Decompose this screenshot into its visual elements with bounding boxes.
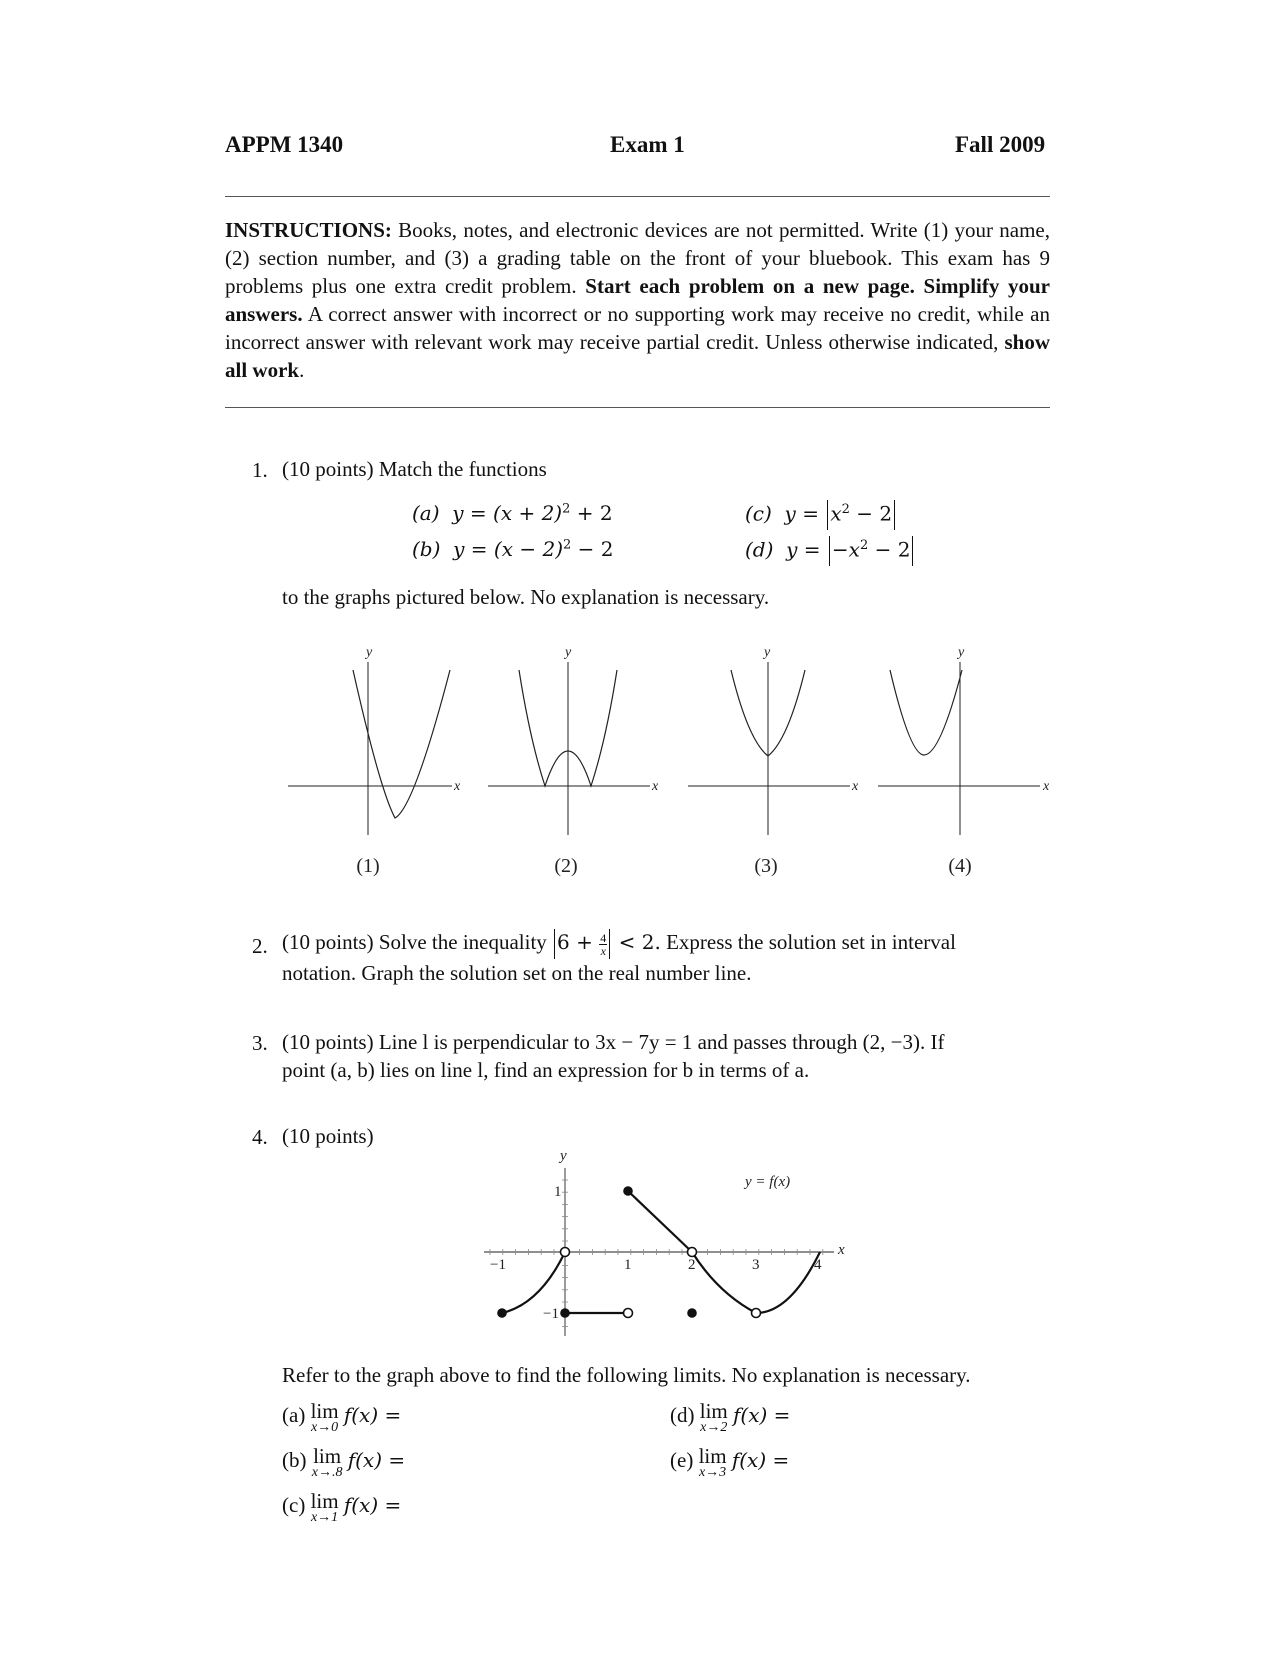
lim-word: lim [310,1489,339,1513]
lim-word: lim [310,1399,339,1423]
problem-1-intro: (10 points) Match the functions [282,457,547,481]
limit-d-label: (d) [670,1403,695,1427]
problem-2-text: (10 points) Solve the inequality [282,930,553,954]
instructions-bold-1: Start each problem on a new page. [585,274,915,298]
problem-4-points: (10 points) [282,1124,374,1148]
p4-function-label: y = f(x) [745,1174,791,1190]
function-b-tail: − 2 [571,537,614,561]
p4-tick-x-2: 2 [688,1257,696,1273]
p4-filled-dot [498,1309,506,1317]
problem-3-line-2: point (a, b) lies on line l, find an expression for b in terms of a. [282,1058,810,1082]
problem-4-graph [0,1140,1280,1340]
instructions-end: . [299,358,305,382]
function-b-label: (b) [412,537,441,561]
graph-1-y-label: y [366,645,373,660]
problem-1-outro: to the graphs pictured below. No explanation is necessary. [282,585,770,609]
graph-4-x-label: x [1043,779,1050,794]
p4-open-dot [688,1248,697,1257]
lim-subscript: x→3 [698,1465,727,1480]
abs-bar-right [894,500,895,530]
problem-3-line-1: (10 points) Line l is perpendicular to 3x − 7y = 1 and passes through (2, −3). If [282,1030,945,1054]
function-c-label: (c) [745,501,772,526]
graph-3-y-label: y [764,645,771,660]
limit-c-operator [311,1491,339,1525]
limit-a-operator [311,1401,339,1435]
header-divider [225,196,1050,197]
function-d [745,536,915,566]
function-c-exp: 2 [841,501,850,517]
problem-4-refer: Refer to the graph above to find the following limits. No explanation is necessary. [282,1363,971,1387]
function-a-expr: y = (x + 2) [452,501,563,525]
problem-2-line-1 [282,928,1052,959]
inequality-rhs: < 2. [612,930,661,954]
instructions-divider [225,407,1050,408]
p4-y-label: y [560,1148,567,1164]
fraction-numerator: 4 [600,930,607,945]
term-title: Fall 2009 [955,132,1046,157]
function-d-label: (d) [745,537,774,562]
lim-subscript: x→1 [310,1510,339,1525]
limit-b-label: (b) [282,1448,307,1472]
p4-segment-diagonal [628,1191,692,1252]
abs-bar-right [609,929,610,959]
lim-subscript: x→.8 [311,1465,343,1480]
abs-bar-left [554,929,555,959]
problem-2-line-2: notation. Graph the solution set on the real number line. [282,961,752,985]
course-title: APPM 1340 [225,132,344,157]
problem-2-number: 2. [252,934,268,958]
function-d-lhs: y = [786,537,821,562]
p4-open-dot [752,1309,761,1318]
function-c [745,500,897,530]
instructions-bold-3: show all work [225,330,1050,382]
problem-1-graphs [0,640,1280,890]
limit-a-expr: f(x) = [343,1403,402,1427]
problem-2-text-tail: Express the solution set in interval [660,930,956,954]
function-a-exp: 2 [562,501,571,517]
function-d-inner: −x [831,537,860,562]
graph-2-y-label: y [565,645,572,660]
limit-d [670,1401,790,1435]
limit-b-expr: f(x) = [347,1448,406,1472]
lim-word: lim [698,1444,727,1468]
p4-filled-dot [624,1187,632,1195]
limit-a-label: (a) [282,1403,306,1427]
graph-3-caption: (3) [754,855,778,877]
instructions-bold-2: Simplify your answers. [225,274,1051,326]
p4-tick-x-1: 1 [624,1257,632,1273]
graph-3-x-label: x [852,779,859,794]
function-c-inner: x [830,501,842,526]
limit-e-operator [699,1446,727,1480]
p4-tick-y-1: 1 [554,1184,562,1200]
limit-c-label: (c) [282,1493,306,1517]
p4-tick-x-neg1: −1 [490,1257,506,1273]
graph-1-x-label: x [454,779,461,794]
limit-d-operator [700,1401,728,1435]
lim-subscript: x→2 [700,1420,728,1435]
graph-4-y-label: y [958,645,965,660]
instructions-block [225,216,1050,384]
limit-b-operator [312,1446,343,1480]
function-c-tail: − 2 [849,501,893,526]
limit-d-expr: f(x) = [733,1403,791,1427]
p4-x-label: x [838,1242,845,1258]
p4-filled-dot [688,1309,696,1317]
function-a-tail: + 2 [570,501,613,525]
fraction-denominator: x [600,943,606,958]
inequality-lhs: 6 + [557,930,600,954]
function-d-exp: 2 [859,537,869,553]
limit-c-expr: f(x) = [343,1493,402,1517]
exam-title: Exam 1 [610,132,685,157]
problem-1-number: 1. [252,458,268,482]
lim-subscript: x→0 [310,1420,339,1435]
graph-2-caption: (2) [554,855,578,877]
abs-bar-left [827,500,828,530]
limit-a [282,1401,401,1435]
p4-filled-dot [561,1309,569,1317]
function-b-expr: y = (x − 2) [453,537,563,561]
function-d-tail: − 2 [868,537,911,562]
graph-4-curve [890,670,962,755]
function-b-exp: 2 [563,537,572,553]
limit-c [282,1491,401,1525]
p4-tick-x-4: 4 [814,1257,822,1273]
graph-1-caption: (1) [356,855,380,877]
instructions-label: INSTRUCTIONS: [225,218,392,242]
p4-open-dot [624,1309,633,1318]
lim-word: lim [313,1444,342,1468]
p4-open-dot [561,1248,570,1257]
function-b [412,537,613,561]
limit-e-label: (e) [670,1448,694,1472]
function-c-lhs: y = [784,501,819,526]
abs-bar-left [829,536,830,566]
function-a-label: (a) [412,501,440,525]
limit-e-expr: f(x) = [731,1448,790,1472]
fraction-4-over-x [599,932,607,957]
problem-3-number: 3. [252,1031,268,1055]
abs-bar-right [912,536,913,566]
graph-4-caption: (4) [948,855,972,877]
p4-tick-x-3: 3 [752,1257,760,1273]
function-a [412,501,613,525]
limit-e [670,1446,789,1480]
p4-curve-left [502,1252,565,1313]
p4-tick-y-neg1: −1 [543,1306,559,1322]
problem-4-number: 4. [252,1125,268,1149]
graph-2-x-label: x [652,779,659,794]
instructions-text-2: A correct answer with incorrect or no supporting work may receive no credit, while an incorrect answer with relevant work may receive partial credit. Unless otherwise indicated, [225,302,1050,354]
lim-word: lim [699,1399,728,1423]
limit-b [282,1446,405,1480]
instructions-text-1: Books, notes, and electronic devices are not permitted. Write (1) your name, (2) section number, and (3) a grading table on the front of your bluebook. This exam has 9 problems plus one extra credit problem. [225,218,1050,298]
